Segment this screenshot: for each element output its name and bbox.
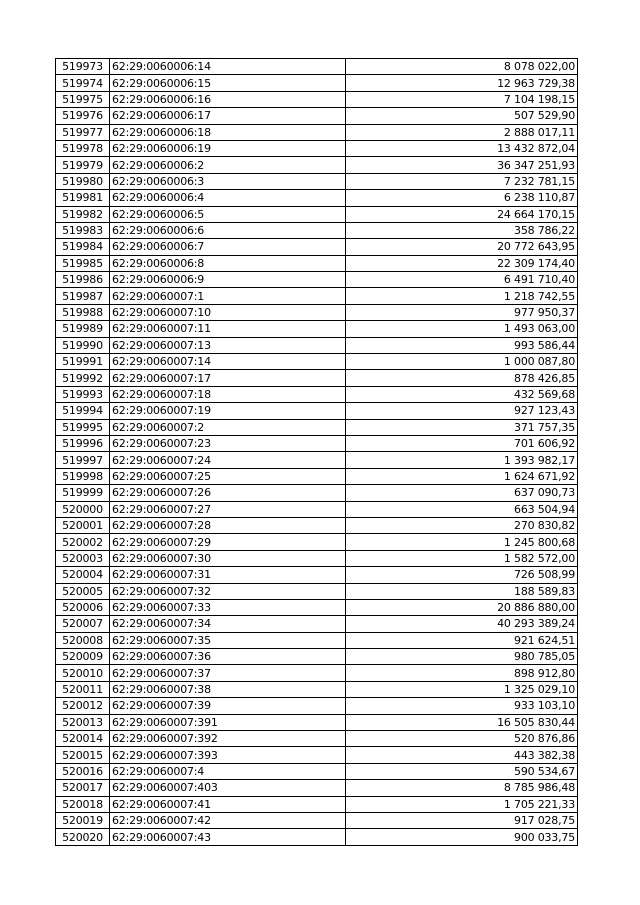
table-row bbox=[56, 468, 578, 484]
row-number-cell: 520009 bbox=[56, 649, 110, 665]
cadastral-value-cell: 933 103,10 bbox=[346, 698, 578, 714]
cadastral-number-cell: 62:29:0060006:15 bbox=[110, 75, 346, 91]
cadastral-value-cell: 16 505 830,44 bbox=[346, 714, 578, 730]
cadastral-number-cell: 62:29:0060007:28 bbox=[110, 517, 346, 533]
row-number-cell: 519999 bbox=[56, 485, 110, 501]
row-number-cell: 520008 bbox=[56, 632, 110, 648]
cadastral-number-cell: 62:29:0060006:17 bbox=[110, 108, 346, 124]
cadastral-number-cell: 62:29:0060007:2 bbox=[110, 419, 346, 435]
row-number-cell: 519989 bbox=[56, 321, 110, 337]
cadastral-value-cell: 7 104 198,15 bbox=[346, 91, 578, 107]
cadastral-number-cell: 62:29:0060007:38 bbox=[110, 681, 346, 697]
row-number-cell: 519983 bbox=[56, 222, 110, 238]
cadastral-number-cell: 62:29:0060006:6 bbox=[110, 222, 346, 238]
row-number-cell: 520004 bbox=[56, 567, 110, 583]
cadastral-number-cell: 62:29:0060007:13 bbox=[110, 337, 346, 353]
cadastral-value-cell: 1 705 221,33 bbox=[346, 796, 578, 812]
cadastral-number-cell: 62:29:0060007:32 bbox=[110, 583, 346, 599]
table-row bbox=[56, 321, 578, 337]
cadastral-number-cell: 62:29:0060007:392 bbox=[110, 731, 346, 747]
row-number-cell: 519976 bbox=[56, 108, 110, 124]
cadastral-number-cell: 62:29:0060007:37 bbox=[110, 665, 346, 681]
cadastral-number-cell: 62:29:0060007:29 bbox=[110, 534, 346, 550]
cadastral-value-cell: 1 582 572,00 bbox=[346, 550, 578, 566]
table-row bbox=[56, 747, 578, 763]
cadastral-value-cell: 6 491 710,40 bbox=[346, 272, 578, 288]
cadastral-number-cell: 62:29:0060007:41 bbox=[110, 796, 346, 812]
table-row bbox=[56, 272, 578, 288]
cadastral-value-cell: 24 664 170,15 bbox=[346, 206, 578, 222]
cadastral-number-cell: 62:29:0060007:43 bbox=[110, 829, 346, 845]
cadastral-number-cell: 62:29:0060007:27 bbox=[110, 501, 346, 517]
cadastral-value-cell: 921 624,51 bbox=[346, 632, 578, 648]
table-row bbox=[56, 714, 578, 730]
row-number-cell: 520010 bbox=[56, 665, 110, 681]
cadastral-value-cell: 520 876,86 bbox=[346, 731, 578, 747]
cadastral-value-cell: 20 886 880,00 bbox=[346, 599, 578, 615]
table-row bbox=[56, 812, 578, 828]
table-row bbox=[56, 435, 578, 451]
row-number-cell: 520012 bbox=[56, 698, 110, 714]
table-row bbox=[56, 337, 578, 353]
table-row bbox=[56, 829, 578, 845]
cadastral-value-cell: 898 912,80 bbox=[346, 665, 578, 681]
cadastral-number-cell: 62:29:0060006:18 bbox=[110, 124, 346, 140]
row-number-cell: 519977 bbox=[56, 124, 110, 140]
row-number-cell: 520000 bbox=[56, 501, 110, 517]
cadastral-number-cell: 62:29:0060007:25 bbox=[110, 468, 346, 484]
cadastral-value-cell: 663 504,94 bbox=[346, 501, 578, 517]
cadastral-number-cell: 62:29:0060007:1 bbox=[110, 288, 346, 304]
cadastral-value-cell: 1 000 087,80 bbox=[346, 354, 578, 370]
cadastral-value-cell: 917 028,75 bbox=[346, 812, 578, 828]
cadastral-number-cell: 62:29:0060007:42 bbox=[110, 812, 346, 828]
table-row bbox=[56, 665, 578, 681]
cadastral-number-cell: 62:29:0060007:33 bbox=[110, 599, 346, 615]
row-number-cell: 519998 bbox=[56, 468, 110, 484]
row-number-cell: 520011 bbox=[56, 681, 110, 697]
table-row bbox=[56, 780, 578, 796]
row-number-cell: 519973 bbox=[56, 59, 110, 75]
table-row bbox=[56, 649, 578, 665]
cadastral-value-cell: 980 785,05 bbox=[346, 649, 578, 665]
row-number-cell: 519995 bbox=[56, 419, 110, 435]
cadastral-number-cell: 62:29:0060007:39 bbox=[110, 698, 346, 714]
cadastral-value-cell: 507 529,90 bbox=[346, 108, 578, 124]
cadastral-number-cell: 62:29:0060007:24 bbox=[110, 452, 346, 468]
table-row bbox=[56, 386, 578, 402]
cadastral-value-cell: 371 757,35 bbox=[346, 419, 578, 435]
cadastral-value-cell: 22 309 174,40 bbox=[346, 255, 578, 271]
cadastral-value-cell: 1 393 982,17 bbox=[346, 452, 578, 468]
cadastral-number-cell: 62:29:0060006:19 bbox=[110, 140, 346, 156]
cadastral-value-cell: 40 293 389,24 bbox=[346, 616, 578, 632]
row-number-cell: 520019 bbox=[56, 812, 110, 828]
row-number-cell: 520018 bbox=[56, 796, 110, 812]
table-row bbox=[56, 534, 578, 550]
cadastral-number-cell: 62:29:0060007:30 bbox=[110, 550, 346, 566]
table-row bbox=[56, 370, 578, 386]
cadastral-value-cell: 13 432 872,04 bbox=[346, 140, 578, 156]
cadastral-value-cell: 7 232 781,15 bbox=[346, 173, 578, 189]
row-number-cell: 519993 bbox=[56, 386, 110, 402]
cadastral-number-cell: 62:29:0060006:9 bbox=[110, 272, 346, 288]
cadastral-number-cell: 62:29:0060007:17 bbox=[110, 370, 346, 386]
table-row bbox=[56, 108, 578, 124]
cadastral-value-cell: 1 325 029,10 bbox=[346, 681, 578, 697]
cadastral-number-cell: 62:29:0060007:11 bbox=[110, 321, 346, 337]
table-row bbox=[56, 157, 578, 173]
cadastral-value-cell: 188 589,83 bbox=[346, 583, 578, 599]
cadastral-value-cell: 270 830,82 bbox=[346, 517, 578, 533]
table-row bbox=[56, 616, 578, 632]
cadastral-number-cell: 62:29:0060006:5 bbox=[110, 206, 346, 222]
row-number-cell: 519994 bbox=[56, 403, 110, 419]
cadastral-value-cell: 12 963 729,38 bbox=[346, 75, 578, 91]
row-number-cell: 520015 bbox=[56, 747, 110, 763]
cadastral-number-cell: 62:29:0060006:3 bbox=[110, 173, 346, 189]
cadastral-value-cell: 1 624 671,92 bbox=[346, 468, 578, 484]
table-row bbox=[56, 550, 578, 566]
table-row bbox=[56, 731, 578, 747]
cadastral-value-cell: 900 033,75 bbox=[346, 829, 578, 845]
row-number-cell: 519974 bbox=[56, 75, 110, 91]
row-number-cell: 519988 bbox=[56, 304, 110, 320]
cadastral-number-cell: 62:29:0060007:403 bbox=[110, 780, 346, 796]
row-number-cell: 520001 bbox=[56, 517, 110, 533]
cadastral-value-cell: 8 078 022,00 bbox=[346, 59, 578, 75]
table-row bbox=[56, 599, 578, 615]
cadastral-value-cell: 1 245 800,68 bbox=[346, 534, 578, 550]
table-row bbox=[56, 288, 578, 304]
row-number-cell: 519982 bbox=[56, 206, 110, 222]
row-number-cell: 519997 bbox=[56, 452, 110, 468]
row-number-cell: 520006 bbox=[56, 599, 110, 615]
table-row bbox=[56, 124, 578, 140]
cadastral-number-cell: 62:29:0060007:26 bbox=[110, 485, 346, 501]
table-row bbox=[56, 403, 578, 419]
cadastral-value-cell: 878 426,85 bbox=[346, 370, 578, 386]
row-number-cell: 520016 bbox=[56, 763, 110, 779]
row-number-cell: 520020 bbox=[56, 829, 110, 845]
row-number-cell: 520014 bbox=[56, 731, 110, 747]
row-number-cell: 520007 bbox=[56, 616, 110, 632]
cadastral-number-cell: 62:29:0060007:36 bbox=[110, 649, 346, 665]
cadastral-value-cell: 637 090,73 bbox=[346, 485, 578, 501]
row-number-cell: 520005 bbox=[56, 583, 110, 599]
cadastral-number-cell: 62:29:0060007:4 bbox=[110, 763, 346, 779]
table-row bbox=[56, 304, 578, 320]
table-row bbox=[56, 681, 578, 697]
row-number-cell: 519984 bbox=[56, 239, 110, 255]
row-number-cell: 519975 bbox=[56, 91, 110, 107]
table-row bbox=[56, 239, 578, 255]
row-number-cell: 519981 bbox=[56, 190, 110, 206]
cadastral-value-cell: 927 123,43 bbox=[346, 403, 578, 419]
cadastral-number-cell: 62:29:0060007:14 bbox=[110, 354, 346, 370]
cadastral-value-cell: 1 493 063,00 bbox=[346, 321, 578, 337]
table-row bbox=[56, 91, 578, 107]
cadastral-number-cell: 62:29:0060006:14 bbox=[110, 59, 346, 75]
cadastral-value-cell: 432 569,68 bbox=[346, 386, 578, 402]
cadastral-number-cell: 62:29:0060007:19 bbox=[110, 403, 346, 419]
cadastral-value-table bbox=[55, 58, 578, 846]
cadastral-value-cell: 1 218 742,55 bbox=[346, 288, 578, 304]
cadastral-number-cell: 62:29:0060006:16 bbox=[110, 91, 346, 107]
cadastral-number-cell: 62:29:0060007:31 bbox=[110, 567, 346, 583]
cadastral-value-cell: 993 586,44 bbox=[346, 337, 578, 353]
cadastral-value-cell: 726 508,99 bbox=[346, 567, 578, 583]
cadastral-value-cell: 36 347 251,93 bbox=[346, 157, 578, 173]
cadastral-number-cell: 62:29:0060006:2 bbox=[110, 157, 346, 173]
table-row bbox=[56, 796, 578, 812]
row-number-cell: 520003 bbox=[56, 550, 110, 566]
table-row bbox=[56, 501, 578, 517]
table-row bbox=[56, 255, 578, 271]
row-number-cell: 519986 bbox=[56, 272, 110, 288]
table-row bbox=[56, 190, 578, 206]
table-row bbox=[56, 140, 578, 156]
table-row bbox=[56, 583, 578, 599]
table-row bbox=[56, 75, 578, 91]
row-number-cell: 519996 bbox=[56, 435, 110, 451]
cadastral-number-cell: 62:29:0060007:391 bbox=[110, 714, 346, 730]
row-number-cell: 519985 bbox=[56, 255, 110, 271]
table-row bbox=[56, 567, 578, 583]
row-number-cell: 520013 bbox=[56, 714, 110, 730]
table-row bbox=[56, 517, 578, 533]
row-number-cell: 519979 bbox=[56, 157, 110, 173]
row-number-cell: 519992 bbox=[56, 370, 110, 386]
table-row bbox=[56, 222, 578, 238]
cadastral-value-cell: 20 772 643,95 bbox=[346, 239, 578, 255]
table-row bbox=[56, 485, 578, 501]
cadastral-number-cell: 62:29:0060007:34 bbox=[110, 616, 346, 632]
table-row bbox=[56, 59, 578, 75]
row-number-cell: 520002 bbox=[56, 534, 110, 550]
table-body bbox=[56, 59, 578, 846]
row-number-cell: 519987 bbox=[56, 288, 110, 304]
cadastral-value-cell: 977 950,37 bbox=[346, 304, 578, 320]
cadastral-number-cell: 62:29:0060006:4 bbox=[110, 190, 346, 206]
row-number-cell: 519991 bbox=[56, 354, 110, 370]
cadastral-number-cell: 62:29:0060007:393 bbox=[110, 747, 346, 763]
cadastral-number-cell: 62:29:0060007:23 bbox=[110, 435, 346, 451]
cadastral-value-cell: 358 786,22 bbox=[346, 222, 578, 238]
table-row bbox=[56, 452, 578, 468]
cadastral-value-cell: 6 238 110,87 bbox=[346, 190, 578, 206]
cadastral-number-cell: 62:29:0060006:7 bbox=[110, 239, 346, 255]
cadastral-number-cell: 62:29:0060007:35 bbox=[110, 632, 346, 648]
cadastral-number-cell: 62:29:0060007:18 bbox=[110, 386, 346, 402]
table-row bbox=[56, 763, 578, 779]
row-number-cell: 519978 bbox=[56, 140, 110, 156]
table-row bbox=[56, 419, 578, 435]
row-number-cell: 519980 bbox=[56, 173, 110, 189]
cadastral-number-cell: 62:29:0060006:8 bbox=[110, 255, 346, 271]
table-row bbox=[56, 206, 578, 222]
cadastral-value-cell: 443 382,38 bbox=[346, 747, 578, 763]
row-number-cell: 519990 bbox=[56, 337, 110, 353]
cadastral-number-cell: 62:29:0060007:10 bbox=[110, 304, 346, 320]
row-number-cell: 520017 bbox=[56, 780, 110, 796]
table-row bbox=[56, 354, 578, 370]
table-row bbox=[56, 698, 578, 714]
table-row bbox=[56, 173, 578, 189]
table-row bbox=[56, 632, 578, 648]
cadastral-value-cell: 8 785 986,48 bbox=[346, 780, 578, 796]
cadastral-value-cell: 590 534,67 bbox=[346, 763, 578, 779]
cadastral-value-cell: 2 888 017,11 bbox=[346, 124, 578, 140]
cadastral-value-cell: 701 606,92 bbox=[346, 435, 578, 451]
